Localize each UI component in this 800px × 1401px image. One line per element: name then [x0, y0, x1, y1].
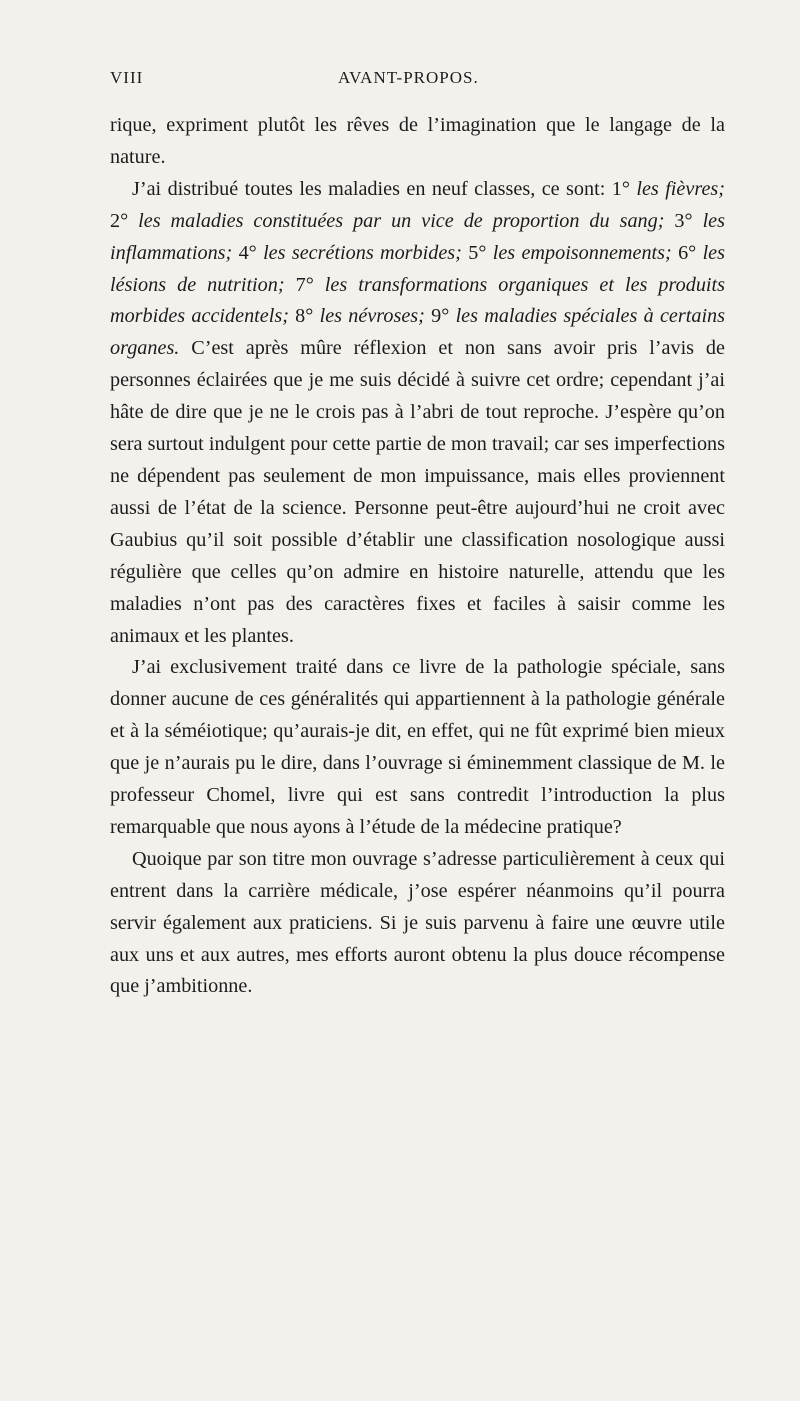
italic-text: les inflammations; [110, 209, 725, 264]
text-run: 8° [288, 305, 320, 328]
text-run: J’ai distribué toutes les maladies en neuf classes, ce sont: 1° [132, 177, 637, 200]
text-run: J’ai exclusivement traité dans ce livre de la pathologie spéciale, sans donner aucune de ces généralités qui appartiennent à la pathologie générale et à la séméiotique; qu’aurais-je dit, en effet, qui ne fût exprimé bien mieux que je n’aurais pu le dire, dans l’ouvrage si éminemment classique de M. le professeur Chomel, livre qui est sans contredit l’introduction la plus remarquable que nous ayons à l’étude de la médecine pratique? [110, 656, 725, 838]
text-run: 3° [664, 209, 703, 232]
text-run: 9° [424, 305, 456, 328]
text-run: Quoique par son titre mon ouvrage s’adresse particulièrement à ceux qui entrent dans la carrière médicale, j’ose espérer néanmoins qu’il pourra servir également aux praticiens. Si je suis parvenu à faire une œuvre utile aux uns et aux autres, mes efforts auront obtenu la plus douce récompense que j’ambitionne. [110, 847, 725, 998]
paragraph [110, 110, 725, 174]
paragraph [110, 844, 725, 1004]
text-run: rique, expriment plutôt les rêves de l’imagination que le langage de la nature. [110, 114, 725, 168]
text-run: 5° [461, 241, 493, 264]
page-header [110, 68, 725, 92]
paragraph [110, 652, 725, 843]
italic-text: les empoisonnements; [492, 241, 672, 264]
body-text [110, 110, 725, 1003]
italic-text: les maladies constituées par un vice de proportion du sang; [138, 209, 665, 232]
running-title: AVANT-PROPOS. [338, 68, 479, 87]
italic-text: les névroses; [319, 305, 425, 328]
italic-text: les maladies spéciales à certains organes. [110, 305, 726, 360]
text-run: 6° [671, 241, 703, 264]
italic-text: les fièvres; [636, 177, 725, 200]
text-run: 4° [232, 241, 264, 264]
italic-text: les lésions de nutrition; [110, 241, 725, 296]
italic-text: les transformations organiques et les produits morbides accidentels; [110, 273, 725, 328]
italic-text: les secrétions morbides; [263, 241, 462, 264]
page-number: VIII [110, 68, 144, 87]
text-run: C’est après mûre réflexion et non sans avoir pris l’avis de personnes éclairées que je me suis décidé à suivre cet ordre; cependant j’ai hâte de dire que je ne le crois pas à l’abri de tout reproche. J’espère qu’on sera surtout indulgent pour cette partie de mon travail; car ses imperfections ne dépendent pas seulement de mon impuissance, mais elles proviennent aussi de l’état de la science. Personne peut-être aujourd’hui ne croit avec Gaubius qu’il soit possible d’établir une classification nosologique aussi régulière que celles qu’on admire en histoire naturelle, attendu que les maladies n’ont pas des caractères fixes et faciles à saisir comme les animaux et les plantes. [110, 337, 725, 647]
paragraph [110, 174, 725, 653]
text-run: 7° [284, 273, 325, 296]
text-run: 2° [110, 209, 139, 232]
